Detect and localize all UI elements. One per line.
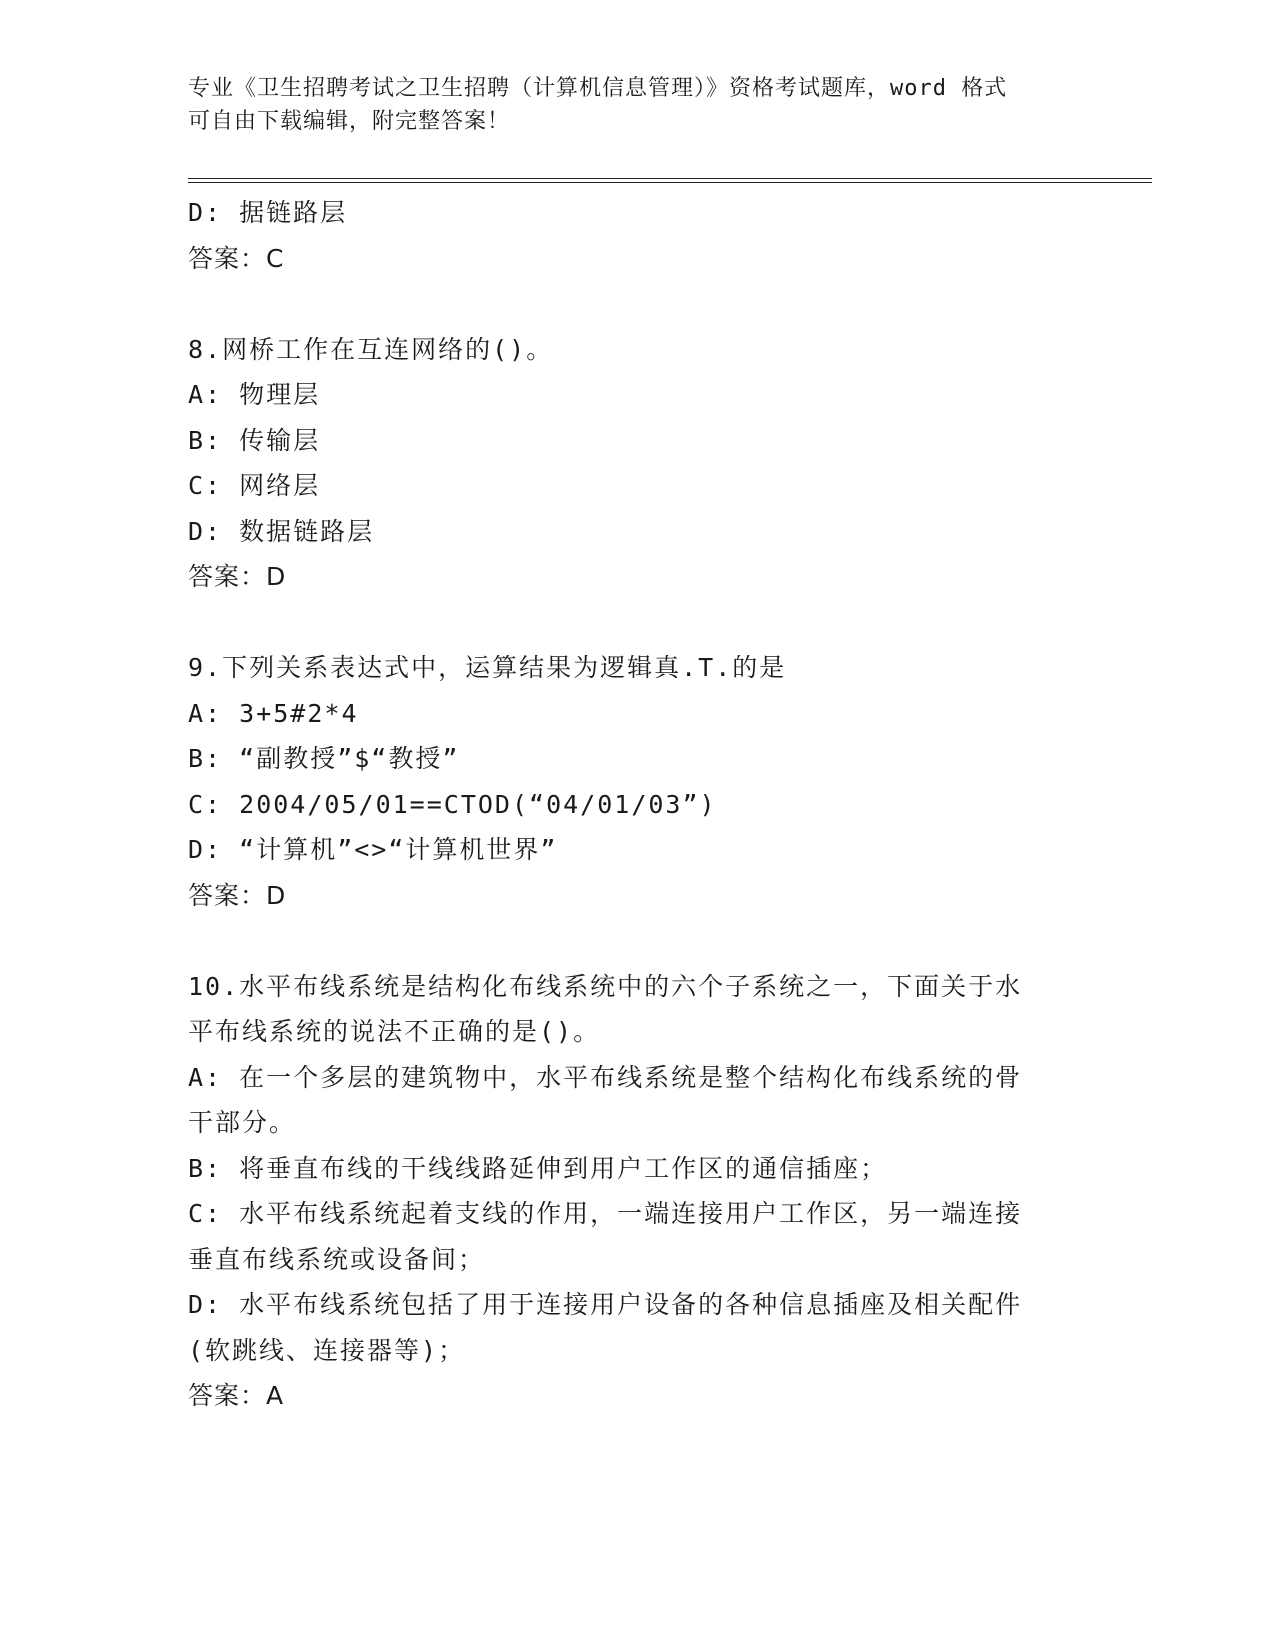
option-c-line-1: C: 水平布线系统起着支线的作用，一端连接用户工作区，另一端连接	[188, 1199, 1023, 1228]
header-divider-top	[188, 178, 1152, 179]
option-d-line-1: D: 水平布线系统包括了用于连接用户设备的各种信息插座及相关配件	[188, 1290, 1023, 1319]
answer-line: 答案：D	[188, 562, 287, 591]
option-d: D: 据链路层	[188, 198, 348, 227]
spacer	[188, 281, 1078, 327]
answer-line: 答案：A	[188, 1381, 285, 1410]
answer-line: 答案：C	[188, 243, 285, 273]
option-b: B: “副教授”$“教授”	[188, 744, 460, 773]
spacer	[188, 918, 1078, 964]
header-line-1: 专业《卫生招聘考试之卫生招聘（计算机信息管理）》资格考试题库，word 格式	[188, 76, 1008, 101]
previous-question-fragment	[188, 190, 1078, 281]
option-c: C: 网络层	[188, 471, 321, 500]
question-8	[188, 327, 1078, 600]
question-stem-line-2: 平布线系统的说法不正确的是()。	[188, 1017, 601, 1046]
option-a: A: 3+5#2*4	[188, 698, 359, 728]
question-10	[188, 964, 1078, 1419]
question-stem: 9.下列关系表达式中，运算结果为逻辑真.T.的是	[188, 653, 787, 682]
option-d: D: “计算机”<>“计算机世界”	[188, 835, 558, 864]
option-a-line-1: A: 在一个多层的建筑物中，水平布线系统是整个结构化布线系统的骨	[188, 1062, 1023, 1092]
question-9	[188, 645, 1078, 918]
answer-line: 答案：D	[188, 880, 287, 910]
option-a: A: 物理层	[188, 380, 321, 409]
option-a-line-2: 干部分。	[188, 1108, 297, 1137]
option-d: D: 数据链路层	[188, 516, 375, 546]
spacer	[188, 600, 1078, 646]
document-header	[188, 72, 1068, 138]
header-line-2: 可自由下载编辑，附完整答案！	[188, 109, 511, 134]
question-content	[188, 190, 1078, 1419]
option-b: B: 将垂直布线的干线线路延伸到用户工作区的通信插座；	[188, 1153, 888, 1183]
option-c-line-2: 垂直布线系统或设备间；	[188, 1244, 486, 1274]
option-d-line-2: (软跳线、连接器等)；	[188, 1335, 466, 1365]
question-stem: 8.网桥工作在互连网络的()。	[188, 334, 554, 364]
header-divider-bottom	[188, 182, 1152, 183]
option-c: C: 2004/05/01==CTOD(“04/01/03”)	[188, 789, 717, 819]
option-b: B: 传输层	[188, 425, 321, 455]
question-stem-line-1: 10.水平布线系统是结构化布线系统中的六个子系统之一，下面关于水	[188, 971, 1023, 1001]
